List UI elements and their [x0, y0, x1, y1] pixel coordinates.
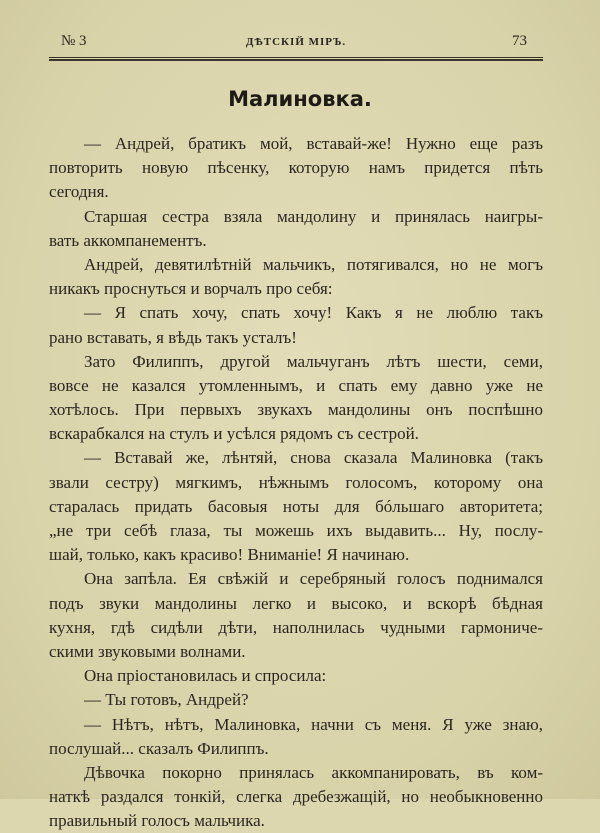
text-line: скими звуковыми волнами. [49, 641, 246, 661]
journal-title: ДѢТСКІЙ МІРЪ. [245, 36, 347, 48]
text-line: правильный голосъ мальчика. [49, 811, 265, 831]
text-line: „не три себѣ глаза, ты можешь ихъ выдавить... Ну, послу- [49, 521, 543, 540]
text-line: вовсе не казался утомленнымъ, и спать ему давно уже не [49, 375, 543, 395]
text-line: повторить новую пѣсенку, которую намъ придется пѣть [49, 158, 543, 178]
text-line: — Андрей, братикъ мой, вставай-же! Нужно еще разъ [84, 134, 543, 153]
page-number: 73 [512, 33, 527, 49]
text-line: Андрей, девятилѣтній мальчикъ, потягивался, но не могъ [84, 254, 543, 274]
issue-number: № 3 [61, 33, 87, 49]
story-body [49, 132, 543, 833]
text-line: никакъ проснуться и ворчалъ про себя: [49, 279, 333, 299]
text-line: — Я спать хочу, спать хочу! Какъ я не люблю такъ [84, 303, 543, 323]
running-header [49, 33, 543, 53]
text-line: кухня, гдѣ сидѣли дѣти, наполнилась чудными гармониче- [49, 617, 543, 637]
text-line: сегодня. [49, 182, 109, 202]
text-line: Она пріостановилась и спросила: [84, 666, 327, 686]
story-title: Малиновка. [228, 87, 372, 111]
text-line: — Ты готовъ, Андрей? [84, 690, 249, 710]
text-line: Зато Филиппъ, другой мальчуганъ лѣтъ шести, семи, [84, 351, 543, 371]
text-line: вать аккомпанементъ. [49, 230, 207, 250]
text-line: вскарабкался на стулъ и усѣлся рядомъ съ сестрой. [49, 424, 419, 444]
text-line: старалась придать басовыя ноты для бóльшаго авторитета; [49, 496, 543, 516]
text-line: — Вставай же, лѣнтяй, снова сказала Малиновка (такъ [84, 448, 543, 468]
text-line: — Нѣтъ, нѣтъ, Малиновка, начни съ меня. Я уже знаю, [84, 714, 543, 734]
text-line: Она запѣла. Ея свѣжій и серебряный голосъ поднимался [84, 569, 543, 589]
text-line: подъ звуки мандолины легко и высоко, и вскорѣ бѣдная [49, 593, 543, 613]
text-line: хотѣлось. При первыхъ звукахъ мандолины онъ поспѣшно [49, 400, 543, 420]
text-line: рано вставать, я вѣдь такъ усталъ! [49, 327, 297, 347]
header-rule [49, 57, 543, 61]
text-line: Старшая сестра взяла мандолину и принялась наигры- [84, 206, 543, 226]
text-line: звали сестру) мягкимъ, нѣжнымъ голосомъ, которому она [49, 472, 543, 492]
text-line: послушай... сказалъ Филиппъ. [49, 738, 269, 758]
text-line: Дѣвочка покорно принялась аккомпанировать, въ ком- [84, 762, 543, 782]
text-line: шай, только, какъ красиво! Вниманіе! Я начинаю. [49, 545, 410, 565]
text-line: наткѣ раздался тонкій, слегка дребезжащій, но необыкновенно [49, 787, 543, 807]
